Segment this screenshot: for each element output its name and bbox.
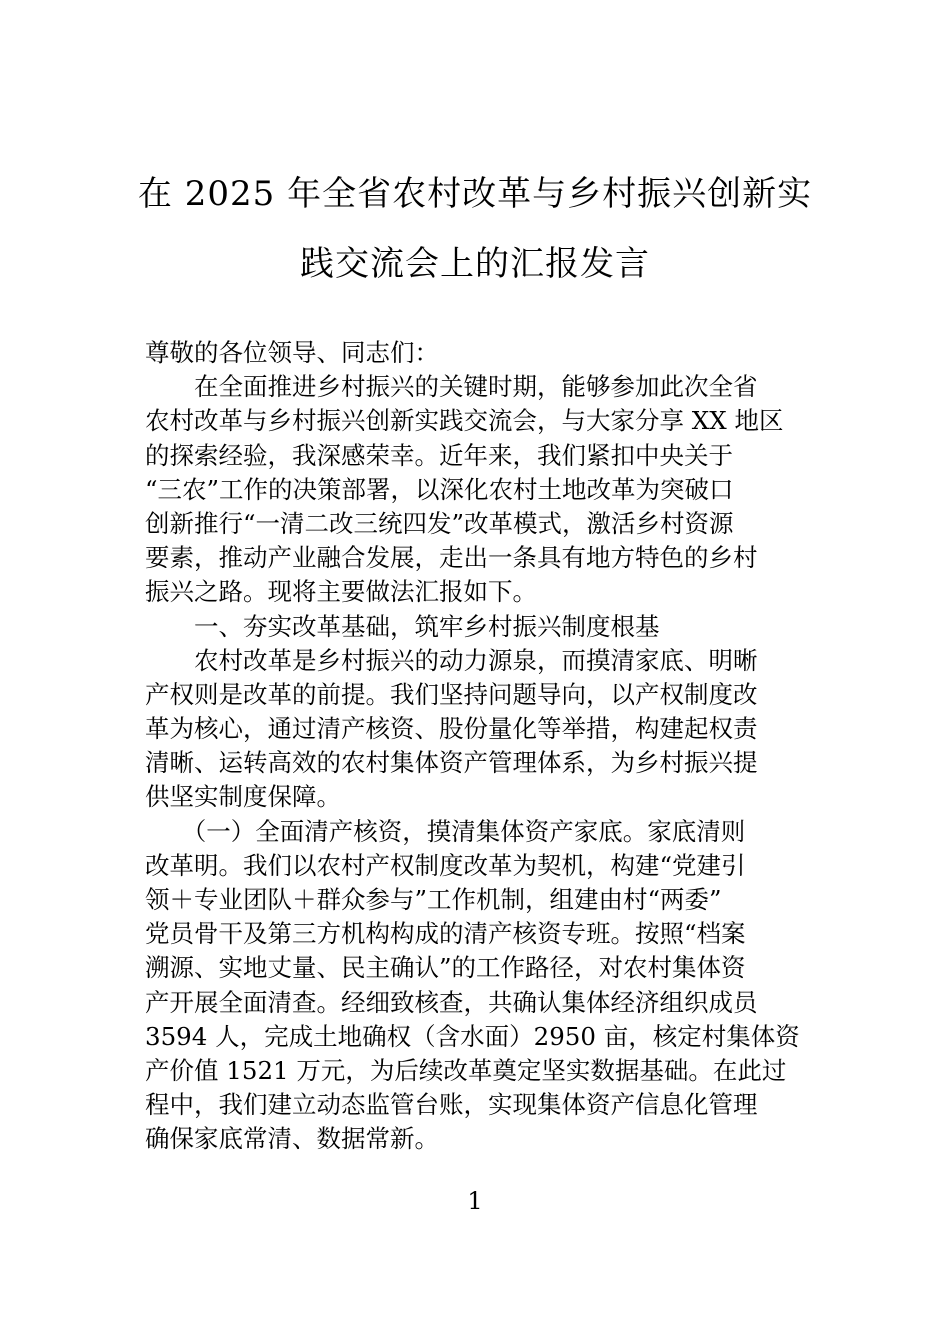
body-line: 创新推行“一清二改三统四发”改革模式，激活乡村资源 xyxy=(145,508,734,538)
body-line: 清晰、运转高效的农村集体资产管理体系，为乡村振兴提 xyxy=(145,748,758,778)
body-line: 农村改革与乡村振兴创新实践交流会，与大家分享 XX 地区 xyxy=(145,406,784,436)
body-line: 供坚实制度保障。 xyxy=(145,782,341,812)
body-line: 3594 人，完成土地确权（含水面）2950 亩，核定村集体资 xyxy=(145,1021,800,1051)
body-line: “三农”工作的决策部署，以深化农村土地改革为突破口 xyxy=(145,474,734,504)
body-line: 程中，我们建立动态监管台账，实现集体资产信息化管理 xyxy=(145,1090,758,1120)
document-title-line-1: 在 2025 年全省农村改革与乡村振兴创新实 xyxy=(137,174,813,214)
subsection-paragraph-line: （一）全面清产核资，摸清集体资产家底。家底清则 xyxy=(145,816,746,846)
body-line: 改革明。我们以农村产权制度改革为契机，构建“党建引 xyxy=(145,850,746,880)
page-number: 1 xyxy=(467,1187,483,1215)
section-heading: 一、夯实改革基础，筑牢乡村振兴制度根基 xyxy=(145,611,660,641)
body-line: 确保家底常清、数据常新。 xyxy=(145,1124,439,1154)
body-line: 党员骨干及第三方机构构成的清产核资专班。按照“档案 xyxy=(145,919,746,949)
body-line: 要素，推动产业融合发展，走出一条具有地方特色的乡村 xyxy=(145,543,758,573)
body-line: 农村改革是乡村振兴的动力源泉，而摸清家底、明晰 xyxy=(145,645,758,675)
document-title-line-2: 践交流会上的汇报发言 xyxy=(300,244,650,284)
body-line: 领＋专业团队＋群众参与”工作机制，组建由村“两委” xyxy=(145,885,722,914)
body-line: 在全面推进乡村振兴的关键时期，能够参加此次全省 xyxy=(145,372,758,402)
body-line: 的探索经验，我深感荣幸。近年来，我们紧扣中央关于 xyxy=(145,440,733,470)
body-line: 产价值 1521 万元，为后续改革奠定坚实数据基础。在此过 xyxy=(145,1055,787,1085)
body-line: 溯源、实地丈量、民主确认”的工作路径，对农村集体资 xyxy=(145,953,746,983)
body-line: 振兴之路。现将主要做法汇报如下。 xyxy=(145,577,537,607)
salutation: 尊敬的各位领导、同志们： xyxy=(145,338,439,367)
body-line: 革为核心，通过清产核资、股份量化等举措，构建起权责 xyxy=(145,714,758,744)
body-line: 产开展全面清查。经细致核查，共确认集体经济组织成员 xyxy=(145,987,758,1017)
document-body xyxy=(145,336,809,1157)
body-line: 产权则是改革的前提。我们坚持问题导向，以产权制度改 xyxy=(145,679,758,709)
